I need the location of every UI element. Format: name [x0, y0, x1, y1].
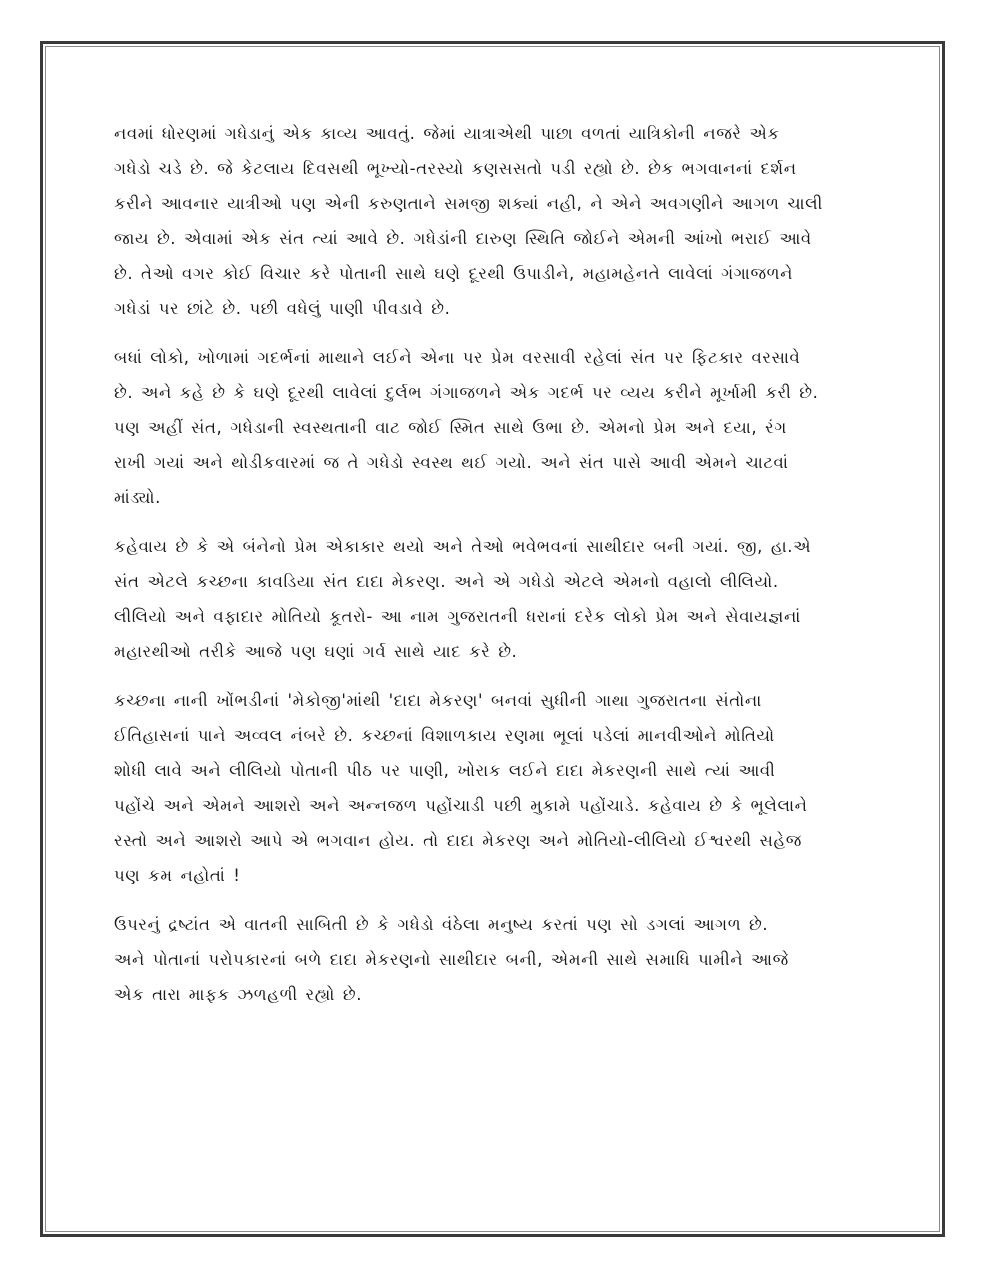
text-line: અને પોતાનાં પરોપકારનાં બળે દાદા મેકરણનો સાથીદાર બની, એમની સાથે સમાધિ પામીને આજે [114, 950, 789, 969]
text-line: છે. તેઓ વગર કોઈ વિચાર કરે પોતાની સાથે ઘણે દૂરથી ઉપાડીને, મહામહેનતે લાવેલાં ગંગાજળને [114, 264, 794, 283]
text-line: કરીને આવનાર યાત્રીઓ પણ એની કરુણતાને સમજી શક્યાં નહી, ને એને અવગણીને આગળ ચાલી [114, 194, 823, 213]
text-line: રસ્તો અને આશરો આપે એ ભગવાન હોય. તો દાદા મેકરણ અને મોતિયો-લીલિયો ઈશ્વરથી સહેજ [114, 831, 803, 850]
paragraph-2 [114, 340, 876, 515]
text-line: કચ્છના નાની ખોંભડીનાં 'મેકોજી'માંથી 'દાદા મેકરણ' બનવાં સુધીની ગાથા ગુજરાતના સંતોના [114, 691, 762, 710]
paragraph-4 [114, 683, 876, 893]
text-line: શોધી લાવે અને લીલિયો પોતાની પીઠ પર પાણી, ખોરાક લઈને દાદા મેકરણની સાથે ત્યાં આવી [114, 761, 776, 780]
text-line: પણ કમ નહોતાં ! [114, 866, 241, 885]
text-line: ગધેડો ચડે છે. જે કેટલાય દિવસથી ભૂખ્યો-તરસ્યો કણસસતો પડી રહ્યો છે. છેક ભગવાનનાં દર્શન [114, 159, 797, 178]
text-line: બધાં લોકો, ખોળામાં ગદર્ભનાં માથાને લઈને એના પર પ્રેમ વરસાવી રહેલાં સંત પર ફિટકાર વરસાવે [114, 348, 801, 367]
text-line: નવમાં ધોરણમાં ગધેડાનું એક કાવ્ય આવતું. જેમાં યાત્રાએથી પાછા વળતાં યાત્રિકોની નજરે એક [114, 124, 780, 143]
paragraph-1 [114, 116, 876, 326]
text-line: માંડ્યો. [114, 488, 161, 507]
text-line: મહારથીઓ તરીકે આજે પણ ઘણાં ગર્વ સાથે યાદ કરે છે. [114, 642, 518, 661]
text-line: ઈતિહાસનાં પાને અવ્વલ નંબરે છે. કચ્છનાં વિશાળકાય રણમા ભૂલાં પડેલાં માનવીઓને મોતિયો [114, 726, 775, 745]
text-line: લીલિયો અને વફાદાર મોતિયો કૂતરો- આ નામ ગુજરાતની ધરાનાં દરેક લોકો પ્રેમ અને સેવાયજ્ઞનાં [114, 607, 801, 626]
text-line: કહેવાય છે કે એ બંનેનો પ્રેમ એકાકાર થયો અને તેઓ ભવેભવનાં સાથીદાર બની ગયાં. જી, હા.એ [114, 537, 812, 556]
text-line: છે. અને કહે છે કે ઘણે દૂરથી લાવેલાં દુર્લભ ગંગાજળને એક ગદર્ભ પર વ્યય કરીને મૂર્ખામી કરી છે. [114, 383, 819, 402]
text-line: એક તારા માફક ઝળહળી રહ્યો છે. [114, 985, 363, 1004]
paragraph-3 [114, 529, 876, 669]
text-line: ગધેડાં પર છાંટે છે. પછી વધેલું પાણી પીવડાવે છે. [114, 299, 451, 318]
text-line: પણ અહીં સંત, ગધેડાની સ્વસ્થતાની વાટ જોઈ સ્મિત સાથે ઉભા છે. એમનો પ્રેમ અને દયા, રંગ [114, 418, 787, 437]
text-line: ઉપરનું દ્રષ્ટાંત એ વાતની સાબિતી છે કે ગધેડો વંઠેલા મનુષ્ય કરતાં પણ સો ડગલાં આગળ છે. [114, 915, 769, 934]
text-line: રાખી ગયાં અને થોડીકવારમાં જ તે ગધેડો સ્વસ્થ થઈ ગયો. અને સંત પાસે આવી એમને ચાટવાં [114, 453, 789, 472]
text-line: પહોંચે અને એમને આશરો અને અન્નજળ પહોંચાડી પછી મુકામે પહોંચાડે. કહેવાય છે કે ભૂલેલાને [114, 796, 808, 815]
text-line: સંત એટલે કચ્છના કાવડિયા સંત દાદા મેકરણ. અને એ ગધેડો એટલે એમનો વહાલો લીલિયો. [114, 572, 779, 591]
document-body [114, 116, 876, 1026]
paragraph-5 [114, 907, 876, 1012]
text-line: જાય છે. એવામાં એક સંત ત્યાં આવે છે. ગધેડાંની દારુણ સ્થિતિ જોઈને એમની આંખો ભરાઈ આવે [114, 229, 812, 248]
